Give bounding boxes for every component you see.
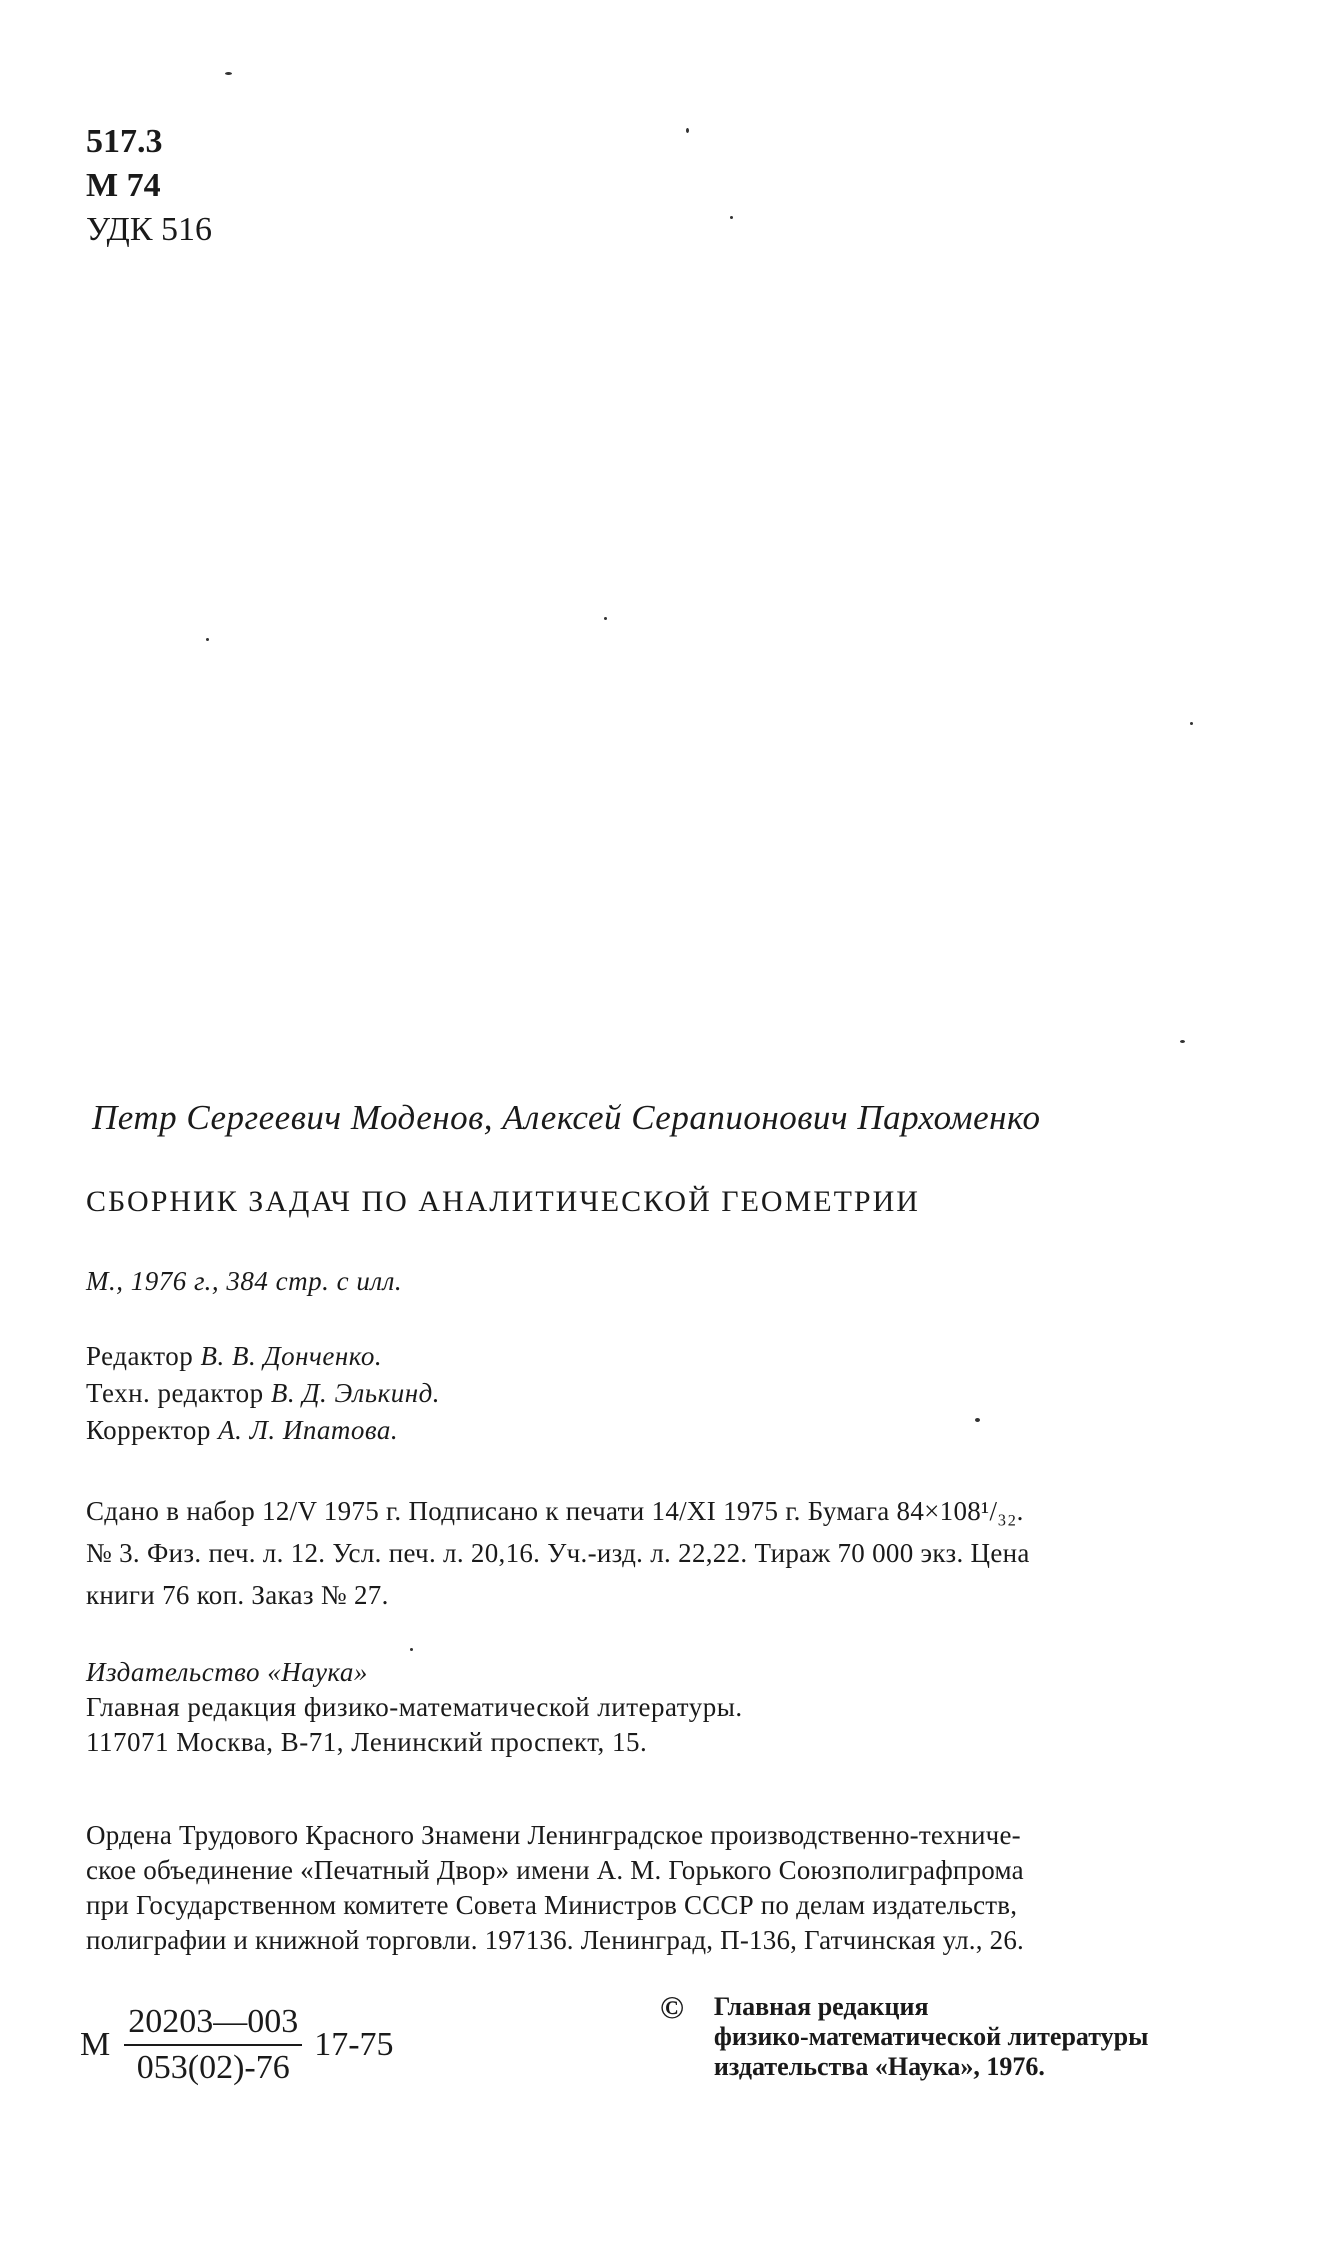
print-speck [1190,722,1193,725]
author-mark: М 74 [86,167,161,204]
print-speck [225,72,232,75]
copyright-line: Главная редакция [713,1992,929,2021]
staff-name: А. Л. Ипатова. [218,1415,399,1445]
publisher-address: 117071 Москва, В-71, Ленинский проспект, 15. [86,1727,648,1757]
printer-line: ское объединение «Печатный Двор» имени А. М. Горького Союзполиграфпрома [86,1855,1024,1885]
copyright-icon: © [660,1989,684,2025]
index-suffix: 17-75 [314,2026,394,2063]
bbk-code: 517.3 [86,123,163,160]
copyright-line: издательства «Наука», 1976. [713,2052,1045,2081]
staff-row [86,1338,440,1375]
index-numerator: 20203—003 [124,2000,302,2046]
staff-role: Техн. редактор [86,1378,264,1408]
publication-imprint: М., 1976 г., 384 стр. с илл. [86,1266,403,1296]
editorial-staff [86,1338,440,1449]
print-speck [686,128,689,133]
publisher-name: Издательство «Наука» [86,1657,368,1687]
authors: Петр Сергеевич Моденов, Алексей Серапионович Пархоменко [92,1098,1041,1137]
staff-row [86,1375,440,1412]
copyright-text [714,1992,1149,2082]
book-title: СБОРНИК ЗАДАЧ ПО АНАЛИТИЧЕСКОЙ ГЕОМЕТРИИ [86,1185,920,1218]
print-speck [206,638,209,641]
print-speck [410,1648,413,1651]
printing-line: № 3. Физ. печ. л. 12. Усл. печ. л. 20,16. Уч.-изд. л. 22,22. Тираж 70 000 экз. Цена [86,1538,1030,1568]
printer-line: при Государственном комитете Совета Министров СССР по делам издательств, [86,1890,1018,1920]
printing-details [86,1490,1236,1616]
classification-codes [86,120,212,252]
publication-index-code [80,1990,394,2100]
udk-code: УДК 516 [86,211,213,248]
index-denominator: 053(02)-76 [136,2049,290,2086]
staff-name: В. В. Донченко. [200,1341,383,1371]
print-speck [975,1418,980,1422]
index-fraction [124,2000,302,2090]
printer-line: полиграфии и книжной торговли. 197136. Ленинград, П-136, Гатчинская ул., 26. [86,1925,1024,1955]
staff-row [86,1412,440,1449]
staff-role: Корректор [86,1415,211,1445]
copyright-notice [660,1989,1149,2082]
index-letter: М [80,2026,111,2063]
printing-line: Сдано в набор 12/V 1975 г. Подписано к печати 14/XI 1975 г. Бумага 84×108¹/₃₂. [86,1496,1024,1526]
staff-name: В. Д. Элькинд. [270,1378,441,1408]
print-speck [604,617,607,620]
publisher-division: Главная редакция физико-математической литературы. [86,1692,743,1722]
print-speck [730,216,733,219]
printer-info [86,1818,1236,1958]
print-speck [1180,1040,1185,1043]
staff-role: Редактор [86,1341,194,1371]
copyright-line: физико-математической литературы [713,2022,1149,2051]
publisher-info [86,1655,743,1760]
printer-line: Ордена Трудового Красного Знамени Ленинградское производственно-техниче- [86,1820,1021,1850]
printing-line: книги 76 коп. Заказ № 27. [86,1580,389,1610]
